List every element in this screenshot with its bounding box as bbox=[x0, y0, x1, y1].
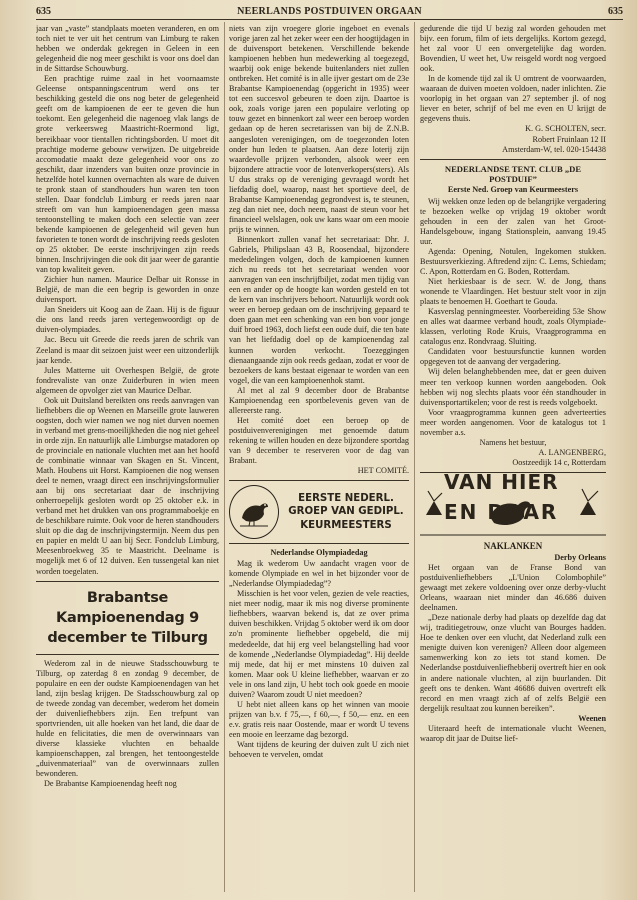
article-paragraph: Jac. Becu uit Greede die reeds jaren de schrik van Zeeland is maar dit seizoen juist weer een uitzonderlijk jaar kende. bbox=[36, 335, 219, 365]
column-2 bbox=[229, 24, 409, 894]
banner-title: EERSTE NEDERL. GROEP VAN GEDIPL. KEURMEESTERS bbox=[288, 492, 404, 531]
article-paragraph: jaar van „vaste” standplaats moeten veranderen, en om toch niet te ver uit het centrum van Limburg te raken hebben we onderdak gekregen in Geleen in een gelegenheid die nog meer geschikt is voor ons doel dan in de Sittardse Schouwburg. bbox=[36, 24, 219, 74]
article-paragraph: Wederom zal in de nieuwe Stadsschouwburg te Tilburg, op zaterdag 8 en zondag 9 december, de populaire en een der oudste Kampioenendagen van het land, zijn beslag krijgen. De Stadsschouwburg zal op de tweede zondag van december, wederom het domein der duivenliefhebbers zijn. Een trefpunt van sportvrienden, uit alle hoeken van het land, die daar de hulde en felicitaties, die men de overwinnaars van diverse klassieke vluchten en behaalde kampioenschappen, zal brengen, het tentoongestelde „duivenmateriaal” van de overwinnaars zullen bewonderen. bbox=[36, 658, 219, 779]
article-paragraph: Binnenkort zullen vanaf het secretariaat: Dhr. J. Gabriels, Philipslaan 43 B, Roosendaal, bijzondere mededelingen volgen, doch de kampioenen kunnen zich nu reeds tot het secretariaat wenden voor aanvragen van een inschrijfbiljet, zodat men tijdig van een en ander op de hoogte kan worden gesteld en tot de kern van inschrijvers behoort. Natuurlijk wordt ook weer en beroep gedaan om de inschrijving gepaard te doen gaan met een schenking van een bon voor jonge duif broed 1963, doch liefst een oude duif, die ten bate van het liefdadig doel op de kampioenendag zal kunnen worden verkocht. Toezeggingen dienaangaande zijn ook reeds gedaan, zodat er voor de bezoekers de kans bestaat eigenaar te worden van een vogel, die van een kampioenenhok stamt. bbox=[229, 234, 409, 385]
article-paragraph: U hebt niet alleen kans op het winnen van mooie prijzen van b.v. f 75,—, f 60,—, f 50,— enz. en een e.v. gratis reis naar Oostende, maar er wordt U tevens een mooie en leerzame dag bezorgd. bbox=[229, 699, 409, 739]
article-paragraph: Het comité doet een beroep op de postduivenverenigingen met genoemde datum rekening te willen houden en deze bijzondere sportdag van 9 december te reserveren voor de dag van Brabant. bbox=[229, 415, 409, 466]
page-number-left: 635 bbox=[36, 6, 51, 17]
van-hier-en-daar-banner bbox=[420, 469, 606, 537]
article-headline: Brabantse Kampioenendag 9 december te Tilburg bbox=[47, 589, 208, 646]
pigeon-emblem-icon bbox=[229, 485, 279, 539]
article-paragraph: Kasverslag penningmeester. Voorbereiding 53e Show en alles wat daarmee verband houdt, zoals Olympiade-klassen, verloting Rode Kruis, Vraagprogramma en catalogus enz. Rondvraag. Sluiting. bbox=[420, 307, 606, 347]
article-paragraph: Candidaten voor bestuursfunctie kunnen worden opgegeven tot de aanvang der vergadering. bbox=[420, 347, 606, 367]
article-paragraph: „Deze nationale derby had plaats op dezelfde dag dat wij, traditiegetrouw, onze vlucht van Bourges hadden. Hoe te denken over een vlucht, dat Nederland zulk een menigte duiven kon verenigen? Alleen door algemeen samenwerking kon zo iets tot stand komen. De Nederlandse postduivenliefhebberij overtreft hier en ook in andere nationale vluchten, al zijn buurlanden. Dit geeft ons te denken. Want 46686 duiven overtreft elk record en men vraagt zich af of zelfs België een dergelijk resultaat zou kunnen bereiken”. bbox=[420, 613, 606, 713]
column-divider bbox=[414, 22, 415, 892]
article-paragraph: Uiteraard heeft de internationale vlucht Weenen, waarop dit jaar de Duitse lief- bbox=[420, 723, 606, 743]
article-paragraph: Al met al zal 9 december door de Brabantse Kampioenendag een sportbelevenis geven van de allereerste rang. bbox=[229, 385, 409, 415]
signature-name: K. G. SCHOLTEN, secr. bbox=[525, 124, 606, 134]
article-paragraph: In de komende tijd zal ik U omtrent de voorwaarden, waaraan de duiven moeten voldoen, nader inlichten. Zie voorlopig in het orgaan van 27 september jl. of nog liever en beter, schrijf of bel me even en U krijgt de gegevens thuis. bbox=[420, 74, 606, 124]
column-3 bbox=[420, 24, 606, 894]
section-divider bbox=[229, 480, 409, 481]
article-paragraph: Zichier hun namen. Maurice Delbar uit Ronsse in België, de man die een begrip is geworden in onze duivensport. bbox=[36, 275, 219, 305]
article-paragraph: Jan Sneiders uit Koog aan de Zaan. Hij is de figuur die ons land reeds jaren vertegenwoordigt op de duiven-olympiades. bbox=[36, 305, 219, 335]
subheading: Weenen bbox=[578, 713, 606, 723]
signature-city: Amsterdam-W, tel. 020-154438 bbox=[502, 144, 606, 154]
article-paragraph: Agenda: Opening, Notulen, Ingekomen stukken. Bestuursverkiezing. Aftredend zijn: C. Lems, Schiedam; C. Apon, Rotterdam en G. Boden, Rotterdam. bbox=[420, 246, 606, 276]
signature: HET COMITÉ. bbox=[357, 466, 409, 476]
article-paragraph: Voor vraagprogramma kunnen geen adverteerties meer worden aangenomen. Voor de katalogus tot 1 november a.s. bbox=[420, 407, 606, 437]
banner-title-line2: EN DAAR bbox=[444, 499, 559, 524]
banner-title-line1: VAN HIER bbox=[444, 469, 559, 494]
keurmeesters-banner bbox=[229, 485, 409, 539]
section-heading: Nederlandse Olympiadedag bbox=[270, 548, 368, 558]
section-divider bbox=[36, 581, 219, 582]
article-paragraph: niets van zijn vroegere glorie ingeboet en evenals vorige jaren zal het zeker weer een der hoogtijdagen in de duivensport betekenen. Verschillende bekende kampioenen hebben hun medewerking al toegezegd, waarbij ook enige bekende buitenlanders niet zullen ontbreken. Het comité is in alle ijver gestart om de 23e Brabantse Kampioenendag (opgericht in 1935) weer tot een succesvol gebeuren te doen zijn. Daartoe is ook, zoals vorige jaren een populaire verloting op touw gezet en binnenkort zal weer een beroep worden gedaan op de heren secretarissen van bij de Z.N.B. aangesloten verenigingen, om de toegezonden loten onder hun leden te plaatsen. Aan deze loterij zijn waardevolle prijzen verbonden, alsook weer een bijzondere attractie voor de lotenverkopers(sters). Als U dus straks op de vereniging gevraagd wordt het liefdadig doel, waarop, naast het sportieve deel, de Brabantse Kampioenendag gegrondvest is, te steunen, zeg dan niet nee, doch neem, naast de steun voor het financieel welslagen, ook uw kans waar om een mooie prijs te winnen. bbox=[229, 24, 409, 234]
section-divider bbox=[36, 654, 219, 655]
article-paragraph: De Brabantse Kampioenendag heeft nog bbox=[44, 779, 177, 789]
section-divider bbox=[420, 159, 606, 160]
page-number-right: 635 bbox=[608, 6, 623, 17]
club-subtitle: Eerste Ned. Groep van Keurmeesters bbox=[447, 184, 579, 194]
article-paragraph: Wij delen belanghebbenden mee, dat er geen duiven meer ten verkoop kunnen worden aangeboden. Ook hebben wij nog slechts plaats voor één standhouder in duivensportartikelen; voor de rest is reeds volgeboekt. bbox=[420, 367, 606, 407]
article-paragraph: Een prachtige ruime zaal in het voornaamste Geleense ontspanningscentrum werd ons ter beschikking gesteld die ons nog beter de gelegenheid geeft om de kampioenen de eer te geven die hun toekomt. Een gelegenheid die nagenoeg vlak langs de grote verkeersweg Maastricht-Roermond ligt, bereikbaar voor tientallen richtingsborden. U moet dit prachtige moderne gebouw verwijzen. De uitgebreide accomodatie maakt deze gelegenheid voor ons zo geschikt, daar inzenders van buiten onze provincie in hetzelfde hotel kunnen overnachten als ware de duiven te pronk staan of standhouders hun waren ten toon stellen. Daar fondclub Limburg er reeds jaren naar streeft om van hun kampioenendagen geen massa tentoonstelling te maken doch een selectie van zeer bekende kampioenen de gelegenheid wil geven hun favorieten te tonen wordt de inschrijving reeds gesloten op 25 oktober. De eerste inschrijvingen zijn reeds binnen. Inschrijvingen die ook dit jaar weer de garantie van top kwaliteit geven. bbox=[36, 74, 219, 275]
signature-address: Robert Fruinlaan 12 II bbox=[532, 134, 606, 144]
publication-title: NEERLANDS POSTDUIVEN ORGAAN bbox=[237, 6, 422, 17]
signature-line: Namens het bestuur, bbox=[479, 437, 547, 447]
article-paragraph: Jules Matterne uit Overhespen België, de grote fondrevaliste van onze Zuiderburen in wien meen algemeen de opvolger ziet van Maurice Delbar. bbox=[36, 365, 219, 395]
page-header bbox=[36, 4, 623, 20]
article-paragraph: gedurende die tijd U bezig zal worden gehouden met bijv. een forum, film of iets dergelijks. Kortom gezegd, het zal voor U een onvergetelijke dag worden. Bovendien, U weet het, Uw reisgeld wordt nog vergoed ook. bbox=[420, 24, 606, 74]
article-paragraph: Misschien is het voor velen, gezien de vele reacties, niet meer nodig, maar ik mis nog diverse prominente liefhebbers, waarvan bekend is, dat ze over prima duiven beschikken. Vrijdag 5 oktober werd ik om door zo'n prominente liefhebber opgebeld, die mij mededeelde, dat hij erg veel belangstelling had voor de komende „Nederlandse Olympiadedag”. Hij deelde mij mede, dat hij er met minstens 10 duiven zal komen. Maar ook U kleine liefhebber, waarvan er zo vele in ons land zijn, U hebt toch ook goede en mooie duiven? Waarom zoudt U niet meedoen? bbox=[229, 589, 409, 699]
article-paragraph: Mag ik wederom Uw aandacht vragen voor de komende Olympiade en wel in het bijzonder voor de „Nederlandse Olympiadedag”? bbox=[229, 559, 409, 589]
subheading: Derby Orleans bbox=[554, 552, 606, 562]
section-divider bbox=[229, 543, 409, 544]
column-divider bbox=[224, 22, 225, 892]
article-paragraph: Wij wekken onze leden op de belangrijke vergadering te bezoeken welke op vrijdag 19 oktober wordt gehouden in een der zalen van het Groot-Handelsgebouw, ingang Stationsplein, aanvang 19.45 uur. bbox=[420, 196, 606, 246]
signature-name: A. LANGENBERG, bbox=[538, 447, 606, 457]
section-heading: NAKLANKEN bbox=[483, 540, 543, 551]
article-paragraph: Niet herkiesbaar is de secr. W. de Jong, thans wonende te Vlaardingen. Het bestuur stelt voor in zijn plaats te benoemen H. Goethart te Gouda. bbox=[420, 277, 606, 307]
signature-address: Oostzeedijk 14 c, Rotterdam bbox=[512, 457, 606, 467]
header-rule bbox=[36, 19, 623, 20]
article-paragraph: Want tijdens de keuring der duiven zult U zich niet behoeven te vervelen, omdat bbox=[229, 740, 409, 760]
club-title: NEDERLANDSE TENT. CLUB „DE POSTDUIF” bbox=[444, 163, 582, 184]
article-paragraph: Het orgaan van de Franse Bond van postduivenliefhebbers „L'Union Colombophile” gewaagt met zekere voldoening over onze derby-vlucht Orleans, waaraan niet minder dan 46.686 duiven deelnamen. bbox=[420, 563, 606, 613]
article-paragraph: Ook uit Duitsland bereikten ons reeds aanvragen van liefhebbers die op Weenen en Marseille grote lauweren oogsten, doch wier namen we nog niet durven noemen in verband met grens-moeilijkheden die nog niet geheel in orde zijn. En natuurlijk alle Limburgse matadoren op de provinciale en nationale vluchten met aan het hoofd de combinatie winnaar van Skagen en St. Vincent, Math. Houbens uit Horst. Kampioenen die nog wensen deel te nemen, vraagt direct een inschrijvingsformulier aan bij ons secretariaat daar de inschrijving onherroepelijk gesloten wordt op 25 oktober e.k. in verband met het drukken van ons programmaboekje en de beschikbare ruimte. Ook voor de heren standhouders sluit op die dag de inschrijvingstermijn. Neem dus pen en papier en meldt U aan bij Secr. Fondclub Limburg, Meesenbroekweg 35 te Maastricht. Deelname is mogelijk met 6 of 12 duiven. Een tussengetal kan niet worden toegelaten. bbox=[36, 395, 219, 576]
column-1 bbox=[36, 24, 219, 894]
